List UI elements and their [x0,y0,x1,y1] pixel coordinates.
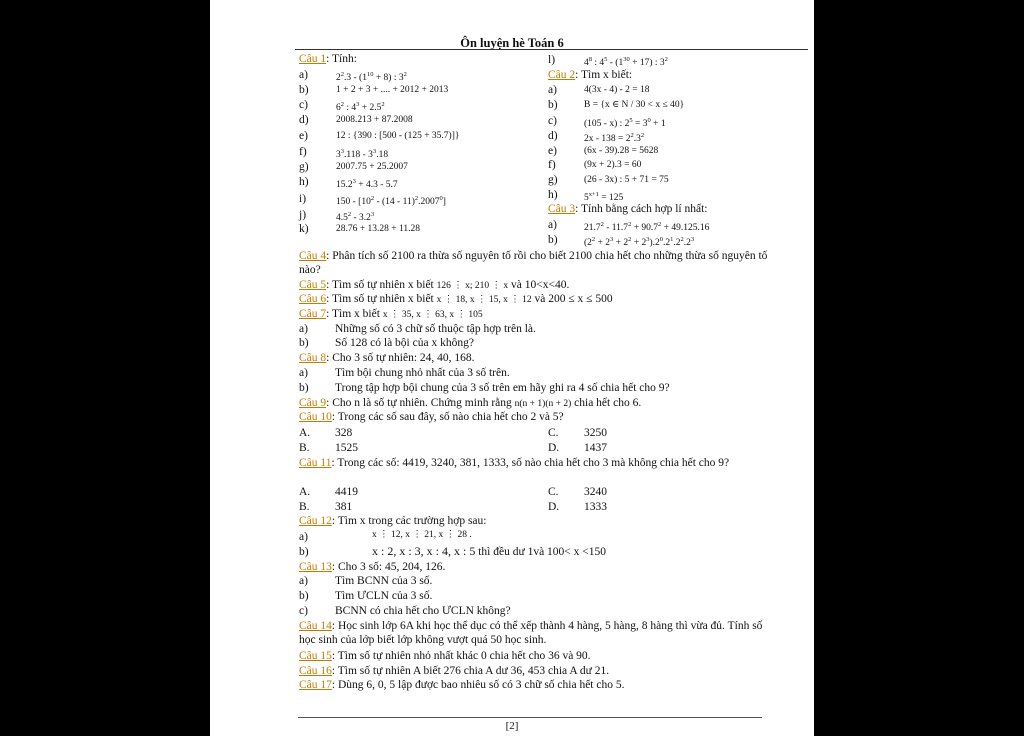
q14: Câu 14: Học sinh lớp 6A khi học thể dục có thể xếp thành 4 hàng, 5 hàng, 8 hàng thì vừa đủ. Tính số học sinh của lớp biết lớp không vượt quá 50 học sinh. [299,620,763,646]
q10-option-label: D. [548,442,560,454]
q1-heading: Câu 1: Tính: [299,53,357,65]
q2-item-label: f) [548,159,556,171]
q1-item-label: j) [299,209,307,221]
q1-item-math: $4.5^2 - 3.2^3$ [336,211,375,224]
q2-item-label: h) [548,189,558,201]
q10-option-value: 1437 [584,442,607,454]
q1-item-math: 2008.213 + 87.2008 [336,115,413,125]
footer-rule [298,717,762,718]
q2-item-label: g) [548,174,558,186]
q11-option-label: B. [299,501,310,513]
q1-item-label: b) [299,84,309,96]
q11-option-value: 4419 [335,486,358,498]
q1-item-label: c) [299,99,308,111]
q7-item-text: Những số có 3 chữ số thuộc tập hợp trên là. [335,323,536,335]
q11-option-value: 1333 [584,501,607,513]
q13-item-label: c) [299,605,308,617]
q1-item-math: 2007.75 + 25.2007 [336,162,408,172]
q12-a-label: a) [299,531,308,543]
q8-item-text: Tìm bội chung nhỏ nhất của 3 số trên. [335,367,510,379]
q2-item-math: 4(3x - 4) - 2 = 18 [584,85,650,95]
q13-item-label: a) [299,575,308,587]
q3-item-math: $(2^2 + 2^3 + 2^2 + 2^3).2^0.2^1.2^2.2^3$ [584,236,695,249]
q1-item-math: 12 : {390 : [500 - (125 + 35.7)]} [336,131,460,141]
q2-item-math: $2x - 138 = 2^2.3^2$ [584,132,645,145]
q9: Câu 9: Cho n là số tự nhiên. Chứng minh rằng n(n + 1)(n + 2) chia hết cho 6. [299,397,642,409]
q12-b: x : 2, x : 3, x : 4, x : 5 thì đều dư 1và 100< x <150 [372,544,607,558]
q7-item-label: b) [299,337,309,349]
q11-option-label: A. [299,486,311,498]
q2-item-math: B = {x ∈ N / 30 < x ≤ 40} [584,100,685,110]
q12-b-label: b) [299,546,309,558]
q7-item-label: a) [299,323,308,335]
page-number: [2] [505,720,519,732]
q10-option-value: 3250 [584,427,607,439]
q3-item-label: b) [548,234,558,246]
q1-item-math: $3^3.118 - 3^3.18$ [336,148,389,161]
page-title: Ôn luyện hè Toán 6 [460,36,564,50]
q3-item-math: $21.7^2 - 11.7^2 + 90.7^2 + 49.125.16$ [584,221,710,234]
q10-option-label: B. [299,442,310,454]
q2-item-math: (105 - x) : $2^5 = 3^0 + 1$ [584,117,666,130]
q7-item-text: Số 128 có là bội của x không? [335,337,474,349]
q11-option-value: 381 [335,501,353,513]
q15: Câu 15: Tìm số tự nhiên nhỏ nhất khác 0 chia hết cho 36 và 90. [299,650,591,662]
q13-item-text: Tìm BCNN của 3 số. [335,575,433,587]
q1-item-label: f) [299,146,307,158]
q2-item-label: e) [548,145,557,157]
q4: Câu 4: Phân tích số 2100 ra thừa số nguyên tố rồi cho biết 2100 chia hết cho những thừa số nguyên tố nào? [299,250,768,276]
q10-option-label: C. [548,427,559,439]
q6: Câu 6: Tìm số tự nhiên x biết x ⋮ 18, x ⋮ 15, x ⋮ 12 và 200 ≤ x ≤ 500 [299,293,613,305]
q16: Câu 16: Tìm số tự nhiên A biết 276 chia A dư 36, 453 chia A dư 21. [299,665,610,677]
q2-item-label: d) [548,130,558,142]
q1-item-math: 1 + 2 + 3 + .... + 2012 + 2013 [336,85,449,95]
q10: Câu 10: Trong các số sau đây, số nào chia hết cho 2 và 5? [299,411,564,423]
q1-item-label: l) [548,54,556,66]
q13-item-label: b) [299,590,309,602]
q1-item-math: $6^2$ : $4^3 + 2.5^2$ [336,101,385,114]
q2-item-label: a) [548,84,557,96]
q1-item-label: i) [299,193,307,205]
q3-item-label: a) [548,219,557,231]
q1-item-label: d) [299,114,309,126]
q1-item-math: 28.76 + 13.28 + 11.28 [336,224,420,234]
q1-item-math: $15.2^3 + 4.3 - 5.7$ [336,178,398,191]
q7: Câu 7: Tìm x biết x ⋮ 35, x ⋮ 63, x ⋮ 105 [299,308,483,320]
q2-item-math: $5^{x+1} = 125$ [584,191,624,204]
q1-item-math: $2^2.3 - (1^{10} + 8)$ : $3^2$ [336,71,407,84]
q8-item-text: Trong tập hợp bội chung của 3 số trên em hãy ghi ra 4 số chia hết cho 9? [335,382,670,394]
q1-item-label: k) [299,223,309,235]
q11-option-label: D. [548,501,560,513]
q8-item-label: b) [299,382,309,394]
q13-item-text: BCNN có chia hết cho ƯCLN không? [335,605,511,617]
q2-item-math: (26 - 3x) : 5 + 71 = 75 [584,175,669,185]
q17: Câu 17: Dùng 6, 0, 5 lập được bao nhiêu số có 3 chữ số chia hết cho 5. [299,679,625,691]
q11-option-value: 3240 [584,486,607,498]
q12-a-math: x ⋮ 12, x ⋮ 21, x ⋮ 28 . [372,530,472,540]
q8-item-label: a) [299,367,308,379]
q11: Câu 11: Trong các số: 4419, 3240, 381, 1333, số nào chia hết cho 3 mà không chia hết cho 9? [299,457,730,469]
q3-heading: Câu 3: Tính bằng cách hợp lí nhất: [548,203,708,215]
q1-item-math: $150 - [10^2 - (14 - 11)^2.2007^0]$ [336,195,446,208]
q13: Câu 13: Cho 3 số: 45, 204, 126. [299,561,446,573]
q10-option-label: A. [299,427,311,439]
q1-item-label: h) [299,176,309,188]
q2-item-math: (9x + 2).3 = 60 [584,160,642,170]
q10-option-value: 1525 [335,442,358,454]
q10-option-value: 328 [335,427,353,439]
document-page [210,0,814,736]
q2-heading: Câu 2: Tìm x biết: [548,69,633,81]
q5: Câu 5: Tìm số tự nhiên x biết 126 ⋮ x; 210 ⋮ x và 10<x<40. [299,279,570,291]
q2-item-label: c) [548,115,557,127]
q13-item-text: Tìm ƯCLN của 3 số. [335,590,433,602]
header-rule [295,49,808,50]
q1-item-label: e) [299,130,308,142]
q11-option-label: C. [548,486,559,498]
q8: Câu 8: Cho 3 số tự nhiên: 24, 40, 168. [299,352,475,364]
q2-item-label: b) [548,99,558,111]
q2-item-math: (6x - 39).28 = 5628 [584,146,659,156]
q12: Câu 12: Tìm x trong các trường hợp sau: [299,515,487,527]
q1-item-math: $4^8$ : $4^5 - (1^{30} + 17)$ : $3^2$ [584,56,668,69]
q1-item-label: g) [299,161,309,173]
q1-item-label: a) [299,69,308,81]
